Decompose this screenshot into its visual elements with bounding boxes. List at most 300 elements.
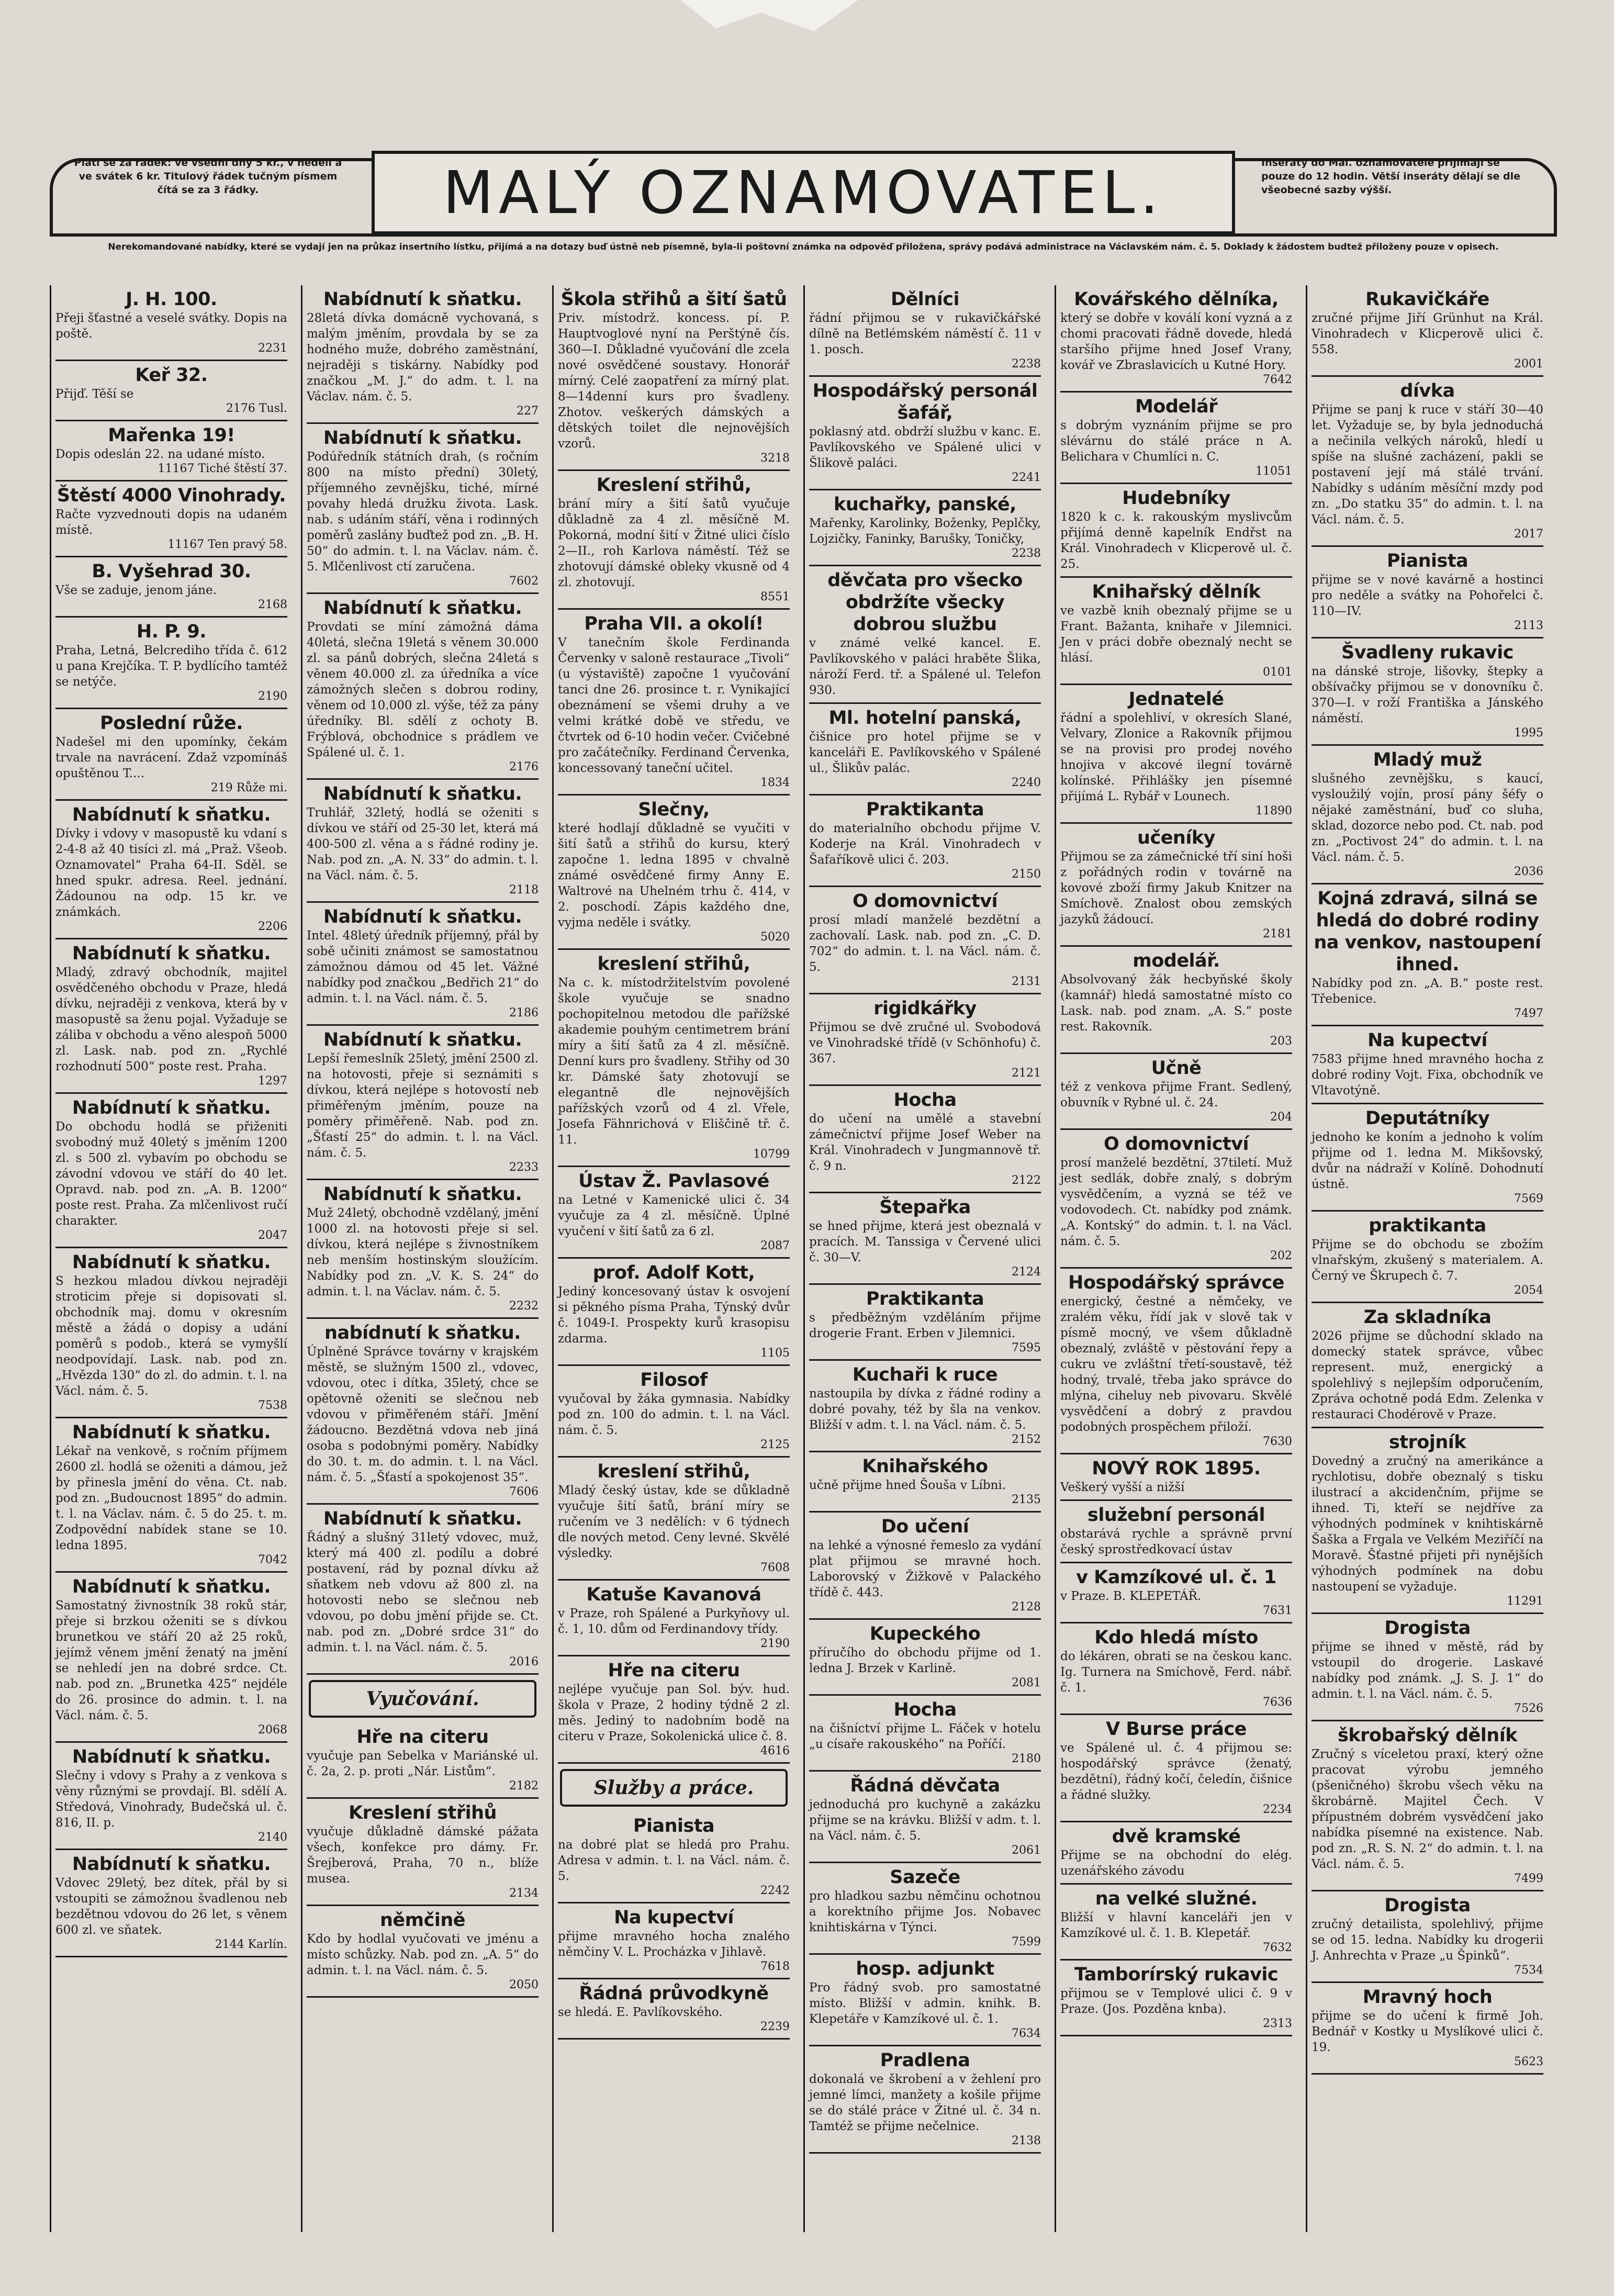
ad-text: do učení na umělé a stavební zámečnictví přijme Josef Weber na Král. Vinohradech v Jungmannově tř. č. 9 n. [809,1112,1041,1173]
ad-text: řádní a spolehliví, v okresích Slané, Velvary, Zlonice a Rakovník přijmou se na provisi pro prodej nového hnojiva v akcové ilegní továrně kolínské. Přihlášky jen písemné přijímá L. Rybář v Lounech. [1060,711,1292,803]
ad-headline: Hře na citeru [356,1727,489,1748]
ad-number: 5020 [760,931,790,944]
ad-headline: Kovářského dělníka, [1074,289,1279,310]
ad-headline: Dělníci [891,289,959,310]
ad-number: 7599 [1012,1935,1041,1948]
ad-number: 2122 [1012,1174,1041,1187]
classified-ad [1060,1715,1292,1822]
classified-ad [809,490,1041,566]
classified-ad [55,939,287,1094]
ad-headline: Hudebníky [1122,488,1230,509]
ad-number: 2140 [258,1831,287,1844]
ad-text: Přijmou se za zámečnické tří siní hoši z pořádných rodin v továrně na kovové zboží firmy Jakub Knitzer na Smíchově. Znalost obou zemských jazyků žádoucí. [1060,850,1292,926]
classified-ad [1060,484,1292,578]
ad-headline: Nabídnutí k sňatku. [323,1184,522,1205]
classified-ad [1312,884,1543,1026]
ad-headline: učeníky [1137,827,1215,848]
ad-headline: Knihařský dělník [1092,581,1261,602]
ad-text: které hodlají důkladně se vyučiti v šití šatů a střihů do kursu, který započne 1. ledna 1895 v chvalně známé osvědčené firmy Anny E. Waltrové na Uhelném trhu č. 414, v 2. poschodí. Zápis každého dne, vyjma neděle i svátky. [558,822,790,929]
ad-number: 227 [517,405,539,418]
ad-headline: Pianista [1386,551,1469,572]
newspaper-page [50,152,1557,2240]
ad-number: 2131 [1012,975,1041,988]
ad-headline: O domovnictví [1103,1134,1249,1155]
ad-headline: NOVÝ ROK 1895. [1092,1458,1261,1479]
classified-ad [1060,685,1292,824]
ad-headline: v Kamzíkové ul. č. 1 [1076,1567,1276,1588]
classified-ad [307,1026,539,1180]
ad-number: 2313 [1263,2017,1292,2030]
classified-ad [558,1812,790,1903]
ad-text: 1820 k c. k. rakouským myslivcům přijímá denně kapelník Endřst na Král. Vinohradech v Klicperově ul. č. 25. [1060,510,1292,571]
ad-text: v Praze. B. KLEPETÁŘ. [1060,1589,1202,1603]
ad-text: v Praze, roh Spálené a Purkyňovy ul. č. 1, 10. dům od Ferdinandovy třídy. [558,1607,790,1636]
ad-number: 7618 [760,1960,790,1973]
torn-paper-edge [680,0,858,31]
ad-headline: Kojná zdravá, silná se hledá do dobré rodiny na venkov, nastoupení ihned. [1314,888,1541,975]
classified-ad [1312,1026,1543,1104]
ad-text: Veškerý vyšší a nižší [1060,1481,1185,1494]
ad-headline: Nabídnutí k sňatku. [72,1746,271,1767]
ad-headline: Drogista [1384,1618,1471,1639]
ad-text: na čišníctví přijme L. Fáček v hotelu „u císaře rakouského“ na Poříčí. [809,1722,1041,1751]
ad-number: 2138 [1012,2134,1041,2147]
ad-text: Nabídky pod zn. „A. B.“ poste rest. Třebenice. [1312,977,1543,1006]
ad-number: 7526 [1514,1702,1543,1715]
ad-number: 7534 [1514,1964,1543,1977]
ad-headline: J. H. 100. [126,289,217,310]
ad-text: Přijme se panj k ruce v stáří 30—40 let. Vyžaduje se, by byla jednoduchá a nečinila velkých nároků, hledí u spíše na slušné zacházení, pakli se postavení její má stálé trvání. Nabídky s udáním měsíční mzdy pod zn. „Do statku 35“ do admin. t. l. na Václ. nám. č. 5. [1312,403,1543,527]
column-5 [1055,285,1296,2232]
ad-headline: Do učení [881,1516,969,1537]
ad-number: 2190 [760,1637,790,1650]
ad-text: Podúředník státních drah, (s ročním 800 na místo přední) 30letý, příjemného zevnějšku, tiché, mírné povahy hledá družku života. Lask. nab. s udáním stáří, věna i rodinných poměrů zaslány buďtež pod zn. „B. H. 50“ do admin. t. l. na Václav. nám. č. 5. Mlčenlivost ctí zaručena. [307,450,539,574]
ad-number: 8551 [760,590,790,603]
ad-headline: Rukavičkáře [1365,289,1489,310]
ad-text: obstarává rychle a správně první český sprostředkovací ústav [1060,1527,1292,1556]
ad-text: na dobré plat se hledá pro Prahu. Adresa v admin. t. l. na Václ. nám. č. 5. [558,1838,790,1883]
ad-text: Praha, Letná, Belcrediho třída č. 612 u pana Krejčíka. T. P. bydlícího tamtéž se netýče. [55,644,287,689]
ad-text: slušného zevnějšku, s kaucí, vysloužilý vojín, prosí pány šéfy o nějaké zaměstnání, buď co sluha, sklad, dozorce nebo pod. Ct. nab. pod zn. „Poctivost 24“ do admin. t. l. na Václ. nám. č. 5. [1312,772,1543,864]
ad-headline: Praktikanta [866,799,984,820]
ad-text: 7583 přijme hned mravného hocha z dobré rodiny Vojt. Fixa, obchodník ve Vltavotýně. [1312,1052,1543,1097]
ad-headline: Hocha [893,1699,957,1720]
ad-number: 2016 [509,1655,539,1668]
classified-ad [1060,1822,1292,1885]
ad-headline: Nabídnutí k sňatku. [323,598,522,619]
ad-text: nastoupila by dívka z řádné rodiny a dobré povahy, též by šla na venkov. Bližší v adm. t. l. na Václ. nám. č. 5. [809,1387,1041,1432]
ad-text: Úplněné Správce továrny v krajském městě, se služným 1500 zl., vdovec, vdovou, otec i dítka, 35letý, chce se opětovně oženiti se slečnou neb vdovou v přiměřeném stáří. Jmění žádoucno. Bezdětná vdova neb jiná osoba s podobnými poměry. Nabídky do 30. t. m. do admin. t. l. na Václ. nám. č. 5. „Šťastí a spokojenost 35“. [307,1345,539,1484]
ad-number: 2061 [1012,1844,1041,1857]
ad-number: 2135 [1012,1493,1041,1506]
ad-headline: děvčata pro všecko obdržíte všecky dobrou službu [827,570,1023,635]
ad-number: 7634 [1012,2027,1041,2040]
ad-number: 7569 [1514,1192,1543,1205]
ad-text: Pro řádný svob. pro samostatné místo. Bližší v admin. knihk. B. Klepetáře v Kamzíkové ul. č. 1. [809,1981,1041,2026]
ad-text: přijme se v nové kavárně a hostinci pro neděle a svátky na Pohořelci č. 110—IV. [1312,573,1543,618]
classified-ad [558,1656,790,1764]
ad-text: který se dobře v koválí koní vyzná a z chomi pracovati řádně dovede, hledá staršího přijme hned Josef Vrany, kovář ve Zbraslavicích u Kutné Hory. [1060,311,1292,372]
classified-ad [558,1581,790,1656]
ad-headline: Švadleny rukavic [1341,642,1514,663]
ad-text: Kdo by hodlal vyučovati ve jménu a místo schůzky. Nab. pod zn. „A. 5“ do admin. t. l. na Václ. nám. č. 5. [307,1932,539,1977]
ad-text: příručího do obchodu přijme od 1. ledna J. Brzek v Karlině. [809,1646,1041,1675]
classified-ad [55,1094,287,1248]
ad-number: 2125 [760,1438,790,1451]
ad-number: 2182 [509,1779,539,1793]
classified-ad [55,709,287,801]
ad-text: Dovedný a zručný na amerikánce a rychlotisu, dobře obeznalý s tisku ilustrací a akcidenčním, přijme se ihned. Ti, kteří se nejdříve za výhodných podmínek v knihtiskárně Šaška a Frgala ve Velkém Meziříčí na Moravě. Šťastné přijeti při nynějších výhodných podmínek na dobu nastoupení se vyžaduje. [1312,1454,1543,1594]
classified-ad [55,285,287,361]
ad-number: 2050 [509,1978,539,1991]
ad-number: 2152 [1012,1433,1041,1446]
ad-headline: Praha VII. a okolí! [584,613,764,634]
ad-text: na dánské stroje, lišovky, štepky a obšívačky přijmou se v donovníku č. 370—I. v roží Františka a Jánského náměstí. [1312,665,1543,725]
ad-headline: Pradlena [880,2050,970,2071]
classified-ad [558,1167,790,1259]
classified-ad [307,1505,539,1675]
classified-ad [307,780,539,903]
ad-number: 7497 [1514,1007,1543,1020]
classified-ad [1060,393,1292,484]
ad-headline: Nabídnutí k sňatku. [323,428,522,449]
ad-headline: Nabídnutí k sňatku. [72,1097,271,1118]
ad-headline: V Burse práce [1106,1719,1247,1740]
ad-headline: Na kupectví [1368,1030,1487,1051]
ad-text: Přeji šťastné a veselé svátky. Dopis na poště. [55,311,287,341]
ad-number: 219 Růže mi. [210,781,287,794]
page-title: MALÝ OZNAMOVATEL. [372,151,1235,234]
ad-text: Přijme se do obchodu se zbožím vlnařským, zkušený s materialem. A. Černý ve Škrupech č. 7. [1312,1238,1543,1283]
ad-text: Přijď. Těší se [55,387,134,401]
classified-ad [1060,1623,1292,1715]
ad-number: 11167 Tiché štěstí 37. [158,462,287,475]
ad-headline: Nabídnutí k sňatku. [323,1508,522,1529]
ad-text: vyučuje pan Sebelka v Mariánské ul. č. 2a, 2. p. proti „Nár. Listům“. [307,1749,539,1778]
classified-ad [1060,1130,1292,1269]
ad-number: 2233 [509,1161,539,1174]
classified-ad [307,594,539,780]
ad-headline: Tamborírský rukavic [1074,1964,1279,1985]
classified-ad [1060,947,1292,1054]
classified-ad [1312,639,1543,746]
ad-headline: Knihařského [862,1456,988,1477]
classified-ad [55,1850,287,1957]
ad-number: 2186 [509,1006,539,1020]
classified-ad [1060,1454,1292,1501]
ad-text: brání míry a šití šatů vyučuje důkladně za 4 zl. měsíčně M. Pokorná, modní šití v Žitné ulici číslo 2—II., roh Karlova náměstí. Též se zhotovují dámské obleky vkusně od 4 zl. zhotovují. [558,497,790,589]
ad-number: 2181 [1263,927,1292,940]
classified-ad [307,903,539,1026]
ad-headline: Mařenka 19! [108,425,235,446]
classified-ad [1312,1212,1543,1303]
ad-number: 2118 [509,883,539,897]
classified-ad [1060,1961,1292,2036]
classified-ad [558,796,790,950]
ad-text: učně přijme hned Šouša v Líbni. [809,1479,1006,1492]
ad-number: 203 [1270,1035,1292,1048]
ad-headline: němčině [379,1910,466,1931]
ad-headline: Hospodářský personál šafář, [812,380,1038,423]
ad-text: S hezkou mladou dívkou nejraději stroticim přeje si dopisovati sl. obchodník maj. domu v okresním městě a žádá o dopisy a udání poměrů s podob., která se vymyšlí neodpovídají. Lask. nab. pod zn. „Hvězda 130“ do zl. do admin. t. l. na Václ. nám. č. 5. [55,1274,287,1398]
ad-number: 2150 [1012,868,1041,881]
classified-ad [558,1979,790,2040]
ad-number: 7538 [258,1399,287,1412]
ad-text: řádní přijmou se v rukavičkářské dílně na Betlémském náměstí č. 11 v 1. posch. [809,311,1041,356]
classified-ad [1060,824,1292,947]
masthead-note: Nerekomandované nabídky, které se vydají jen na průkaz insertního lístku, přijímá a na dotazy buď ústně neb písemně, byla-li poštovní známka na odpověď přiložena, správy podává administrace na Václavském nám. č. 5. Doklady k žádostem budtež přiloženy pouze v opisech. [108,242,1499,252]
ad-text: energický, čestné a němčeky, ve zralém věku, řídí jak v slově tak v písmě mocný, ve všem důkladně obeznalý, zvláště v pěstování řepy a cukru ve zvláštní třetí-soustavě, též hodný, trvalé, třeba jako správce do mlýna, ciheluy neb pivovaru. Skvělé vysvědčení a dobrý z pravdou podobných prospěchem přiloží. [1060,1295,1292,1434]
ad-number: 2121 [1012,1067,1041,1080]
ad-headline: Deputátníky [1365,1108,1490,1129]
ad-headline: Slečny, [638,799,710,820]
ad-number: 2036 [1514,865,1543,878]
ad-headline: nabídnutí k sňatku. [324,1323,521,1343]
ad-number: 2180 [1012,1752,1041,1765]
ad-number: 2017 [1514,528,1543,541]
ad-headline: Na kupectví [614,1907,734,1928]
classified-ad [55,801,287,939]
ad-headline: Nabídnutí k sňatku. [72,1252,271,1273]
ad-headline: Štepařka [879,1197,971,1218]
ad-headline: Modelář [1135,396,1218,417]
ad-number: 7042 [258,1553,287,1566]
ad-text: Mladý český ústav, kde se důkladně vyučuje šití šatů, brání míry se ručením ve 3 nedělích: v 6 týdnech dle nových metod. Ceny levné. Skvělé výsledky. [558,1484,790,1560]
ad-text: Do obchodu hodlá se přiženiti svobodný muž 40letý s jměním 1200 zl. s 500 zl. vybavím po obchodu se závodní vdovou ve stáří do 40 let. Opravd. nab. pod zn. „A. B. 1200“ poste rest. Praha. Za mlčenlivost ručí charakter. [55,1120,287,1228]
ad-text: vyučoval by žáka gymnasia. Nabídky pod zn. 100 do admin. t. l. na Václ. nám. č. 5. [558,1392,790,1437]
classified-ad [55,1573,287,1743]
ad-headline: Ml. hotelní panská, [828,708,1022,729]
ad-text: Mladý, zdravý obchodník, majitel osvědčeného obchodu v Praze, hledá dívku, nejraději z venkova, která by v masopustě sa ženu pojal. Vyžaduje se záliba v obchodu a věno alespoň 5000 zl. Lask. nab. pod zn. „Rychlé rozhodnutí 500“ poste rest. Praha. [55,966,287,1073]
ad-headline: Škola střihů a šití šatů [561,289,787,310]
ad-headline: Poslední růže. [100,713,243,734]
section-heading: Vyučování. [309,1680,536,1718]
ad-number: 2241 [1012,471,1041,484]
ad-text: Řádný a slušný 31letý vdovec, muž, který má 400 zl. podílu a dobré postavení, rád by poznal dívku až sňatkem neb vdovu až 800 zl. na hotovosti nebo se slečnou neb vdovou, po dobu jmění přijde se. Ct. nab. pod zn. „Dobré srdce 31“ do admin. t. l. na Václ. nám. č. 5. [307,1531,539,1654]
classified-ad [1060,1563,1292,1623]
ad-headline: Kupeckého [869,1623,981,1644]
ad-headline: Za skladníka [1363,1307,1492,1328]
ad-headline: Nabídnutí k sňatku. [72,1422,271,1443]
ad-headline: Nabídnutí k sňatku. [323,906,522,927]
ad-headline: Jednatelé [1128,689,1224,710]
classified-ad [1060,1054,1292,1130]
ad-text: Dopis odeslán 22. na udané místo. [55,447,265,461]
ad-number: 11167 Ten pravý 58. [167,538,287,551]
ad-headline: Katuše Kavanová [586,1584,761,1605]
classified-ad [809,1955,1041,2046]
ad-number: 202 [1270,1249,1292,1262]
classified-ad [307,1799,539,1906]
ad-headline: Kreslení střihů, [596,475,752,496]
ad-headline: praktikanta [1369,1215,1486,1236]
column-4 [803,285,1045,2232]
ad-number: 7602 [509,575,539,588]
ad-headline: Mladý muž [1373,749,1482,770]
ad-text: též z venkova přijme Frant. Sedlený, obuvník v Rybné ul. č. 24. [1060,1080,1292,1110]
section-heading: Služby a práce. [560,1769,788,1807]
ad-number: 7499 [1514,1872,1543,1885]
ad-headline: Drogista [1384,1895,1471,1916]
ad-headline: Filosof [640,1370,708,1391]
ad-text: Slečny i vdovy s Prahy a z venkova s věny různými se provdají. Bl. sdělí A. Středová, Vinohrady, Budečská ul. č. 816, II. p. [55,1769,287,1830]
ad-number: 2134 [509,1887,539,1900]
ad-text: Vdovec 29letý, bez dítek, přál by si vstoupiti se zámožnou švadlenou neb bezdětnou vdovou do 26 let, s věnem 600 zl. ve sňatek. [55,1876,287,1937]
classified-ad [1060,578,1292,685]
ad-headline: kreslení střihů, [597,1461,750,1482]
ad-number: 1995 [1514,726,1543,740]
ad-number: 11291 [1507,1595,1543,1608]
ad-headline: Keř 32. [135,365,208,386]
ad-headline: rigidkářky [873,998,977,1019]
ad-headline: Štěstí 4000 Vinohrady. [57,485,286,506]
classified-ad [809,1086,1041,1193]
ad-text: Samostatný živnostník 38 roků stár, přeje si brzkou oženiti se s dívkou brunetkou ve stáří 20 až 25 roků, jejímž věnem jmění ženatý na jmění se nehledí jen na dobré srdce. Ct. nab. pod zn. „Brunetka 425“ nejdéle do 26. prosince do admin. t. l. na Václ. nám. č. 5. [55,1599,287,1722]
classified-ad [307,424,539,594]
ad-number: 2234 [1263,1803,1292,1816]
ad-number: 11051 [1256,465,1292,478]
ad-text: ve vazbě knih obeznalý přijme se u Frant. Bažanta, knihaře v Jilemnici. Jen v práci dobře obeznalý necht se hlásí. [1060,604,1292,665]
ad-text: s předběžným vzděláním přijme drogerie Frant. Erben v Jilemnici. [809,1311,1041,1340]
classified-ad [1060,1501,1292,1563]
ad-text: Bližší v hlavní kanceláři jen v Kamzíkové ul. č. 1. B. Klepetář. [1060,1911,1292,1940]
classified-ad [809,1361,1041,1452]
ad-text: Priv. místodrž. koncess. pí. P. Hauptvoglové nyní na Perštýně čís. 360—I. Důkladné vyučování dle zcela nové osvědčené soustavy. Honorář mírný. Celé zaopatření za mírný plat. 8—14denní kurs pro švadleny. Zhotov. veškerých dámských a dětských toilet dle nejnovějších vzorů. [558,311,790,451]
classified-ad [809,1285,1041,1361]
ad-headline: Nabídnutí k sňatku. [72,943,271,964]
ad-headline: Ústav Ž. Pavlasové [578,1171,769,1192]
column-2 [301,285,543,2232]
ad-text: dokonalá ve škrobení a v žehlení pro jemné límci, manžety a košile přijme se do stálé práce v Žitné ul. č. 34 n. Tamtéž se přijme nečelnice. [809,2073,1041,2133]
ad-number: 2176 [509,760,539,774]
ad-headline: Nabídnutí k sňatku. [323,783,522,804]
ad-number: 7632 [1263,1941,1292,1954]
ad-headline: dvě kramské [1112,1826,1241,1847]
classified-ad [809,1620,1041,1696]
ad-number: 2113 [1514,619,1543,632]
ad-text: V tanečním škole Ferdinanda Červenky v saloně restaurace „Tivoli“ (u výstaviště) započne 1 vyučování tanci dne 26. prosince t. r. Vynikající obeznámení se všemi druhy a ve velmi krátké době ve středu, ve čtvrtek od 6-10 hodin večer. Cvičebné pro začátečníky. Ferdinand Červenka, koncessovaný taneční učitel. [558,636,790,775]
ad-headline: kreslení střihů, [597,954,750,975]
classified-ad [55,421,287,481]
ad-number: 1105 [760,1347,790,1360]
ad-number: 2047 [258,1229,287,1242]
ad-number: 2001 [1514,357,1543,371]
classified-ad [307,1319,539,1505]
ad-text: přijme mravného hocha znalého němčiny V. L. Procházka v Jihlavě. [558,1930,790,1959]
ad-text: Muž 24letý, obchodně vzdělaný, jmění 1000 zl. na hotovosti přeje si sel. dívkou, která nejlépe s živnostníkem neb menším hostinským sloužícím. Nabídky pod zn. „V. K. S. 24“ do admin. t. l. na Václav. nám. č. 5. [307,1206,539,1298]
ad-number: 2087 [760,1239,790,1252]
classified-ad [809,1193,1041,1285]
ad-headline: modelář. [1133,950,1220,971]
ad-headline: Kreslení střihů [349,1802,497,1823]
classified-ad [809,1772,1041,1863]
ad-number: 0101 [1263,666,1292,679]
ad-text: přijmou se v Templové ulici č. 9 v Praze. (Jos. Pozděna knba). [1060,1987,1292,2016]
ad-text: Lepší řemeslník 25letý, jmění 2500 zl. na hotovosti, přeje si seznámiti s dívkou, která nejlépe s hotovostí neb přiměřeným jměním, pouze na poměry přiměřeně. Nab. pod zn. „Šťastí 25“ do admin. t. l. na Václ. nám. č. 5. [307,1052,539,1160]
ad-text: přijme se do učení k firmě Joh. Bednář v Kostky u Myslíkové ulici č. 19. [1312,2009,1543,2054]
classified-ad [809,704,1041,796]
ad-headline: Praktikanta [866,1289,984,1309]
classified-ad [558,1903,790,1979]
ad-headline: dívka [1400,380,1455,401]
classified-ad [809,887,1041,994]
ad-headline: Pianista [633,1816,715,1836]
ad-number: 2238 [1012,547,1041,560]
ad-text: Na c. k. místodržitelstvím povolené škole vyučuje se snadno pochopitelnou metodou dle pařížské akademie pouhým centimetrem brání míry a šití šatů za 4 zl. měsíčně. Denní kurs pro švadleny. Střihy od 30 kr. Dámské šaty zhotovují se elegantně dle nejnovějších pařížských vzorů od 4 zl. Vřele, Josefa Fähnrichová v Eliščině tř. č. 11. [558,976,790,1147]
ad-number: 2238 [1012,357,1041,371]
ad-headline: Řádná průvodkyně [579,1983,769,2004]
ad-text: zručné přijme Jiří Grünhut na Král. Vinohradech v Klicperově ulici č. 558. [1312,311,1543,356]
ad-number: 11890 [1256,804,1292,817]
ad-text: Zručný s víceletou praxí, který ožne pracovat výrobu jemného (pšeničného) škrobu všech věku na škrobárně. Majitel Čech. V přípustném dobrém vysvědčení jako nabídka písemné na existence. Nab. pod zn. „R. S. N. 2“ do admin. t. l. na Václ. nám. č. 5. [1312,1748,1543,1871]
ad-text: do materialního obchodu přijme V. Koderje na Král. Vinohradech v Šafaříkově ulici č. 203. [809,822,1041,867]
ad-number: 1297 [258,1074,287,1088]
ad-text: jednoho ke koním a jednoho k volím přijme od 1. ledna M. Mikšovský, dvůr na nádraží v Kolíně. Dohodnutí ústně. [1312,1130,1543,1191]
classified-ad [809,1696,1041,1772]
ad-number: 2068 [258,1723,287,1737]
ad-headline: škrobařský dělník [1338,1725,1517,1746]
ad-number: 2231 [258,342,287,355]
classified-ad [809,377,1041,490]
classified-ad [55,1743,287,1850]
ad-text: jednoduchá pro kuchyně a zakázku přijme se na krávku. Bližší v adm. t. l. na Václ. nám. č. 5. [809,1798,1041,1843]
classified-ad [1312,1721,1543,1891]
classified-ad [55,1248,287,1418]
ad-headline: strojník [1388,1432,1466,1453]
ad-text: poklasný atd. obdrží službu v kanc. E. Pavlíkovského ve Spálené ulici v Šlikově paláci. [809,425,1041,470]
ad-number: 5623 [1514,2055,1543,2068]
ad-number: 2240 [1012,776,1041,789]
ad-headline: Hospodářský správce [1068,1272,1284,1293]
ad-number: 7642 [1263,373,1292,386]
classified-ad [558,471,790,610]
ad-number: 2168 [258,598,287,611]
classified-ad [307,285,539,424]
ad-headline: Nabídnutí k sňatku. [72,804,271,825]
ad-number: 204 [1270,1111,1292,1124]
classified-ad [307,1180,539,1319]
ad-number: 2176 Tusl. [226,402,287,415]
classified-ad [558,610,790,796]
ad-text: Přijme se na obchodní do elég. uzenářského závodu [1060,1849,1292,1878]
classified-ad [809,2046,1041,2154]
column-1 [50,285,292,2232]
classified-ad [809,566,1041,704]
classified-ad [558,1458,790,1581]
ad-headline: Sazeče [890,1867,960,1888]
ad-number: 1834 [760,776,790,789]
column-6 [1306,285,1548,2232]
ad-text: Provdati se míní zámožná dáma 40letá, slečna 19letá s věnem 30.000 zl. sa pánů dobrých, slečna 24letá s věnem 40.000 zl. za úředníka a více zámožných slečen s dobrou rodiny, věnem od 10.000 zl. výše, též za pány úředníky. Bl. sdělí z ochoty B. Frýblová, obchodnice s prádlem ve Spálené ul. č. 1. [307,620,539,759]
classified-ad [1312,377,1543,547]
ad-headline: Hře na citeru [608,1660,740,1681]
classified-ad [1312,1303,1543,1428]
ad-number: 2232 [509,1300,539,1313]
ad-headline: Hocha [893,1090,957,1111]
ad-headline: O domovnictví [852,891,998,912]
ad-text: prosí manželé bezdětní, 37tiletí. Muž jest sedlák, dobře znalý, s dobrým vysvědčením, a vyzná se též ve vodovodech. Ct. nabídky pod známk. „A. Kontský“ do admin. t. l. na Václ. nám. č. 5. [1060,1156,1292,1248]
ad-headline: Učně [1151,1058,1202,1079]
classified-ad [558,1366,790,1458]
ad-number: 10799 [753,1148,790,1161]
ad-headline: Řádná děvčata [850,1775,1000,1796]
ad-number: 2081 [1012,1676,1041,1689]
ad-text: přijme se ihned v městě, rád by vstoupil do drogerie. Laskavé nabídky pod známk. „J. S. J. 1“ do admin. t. l. na Václ. nám. č. 5. [1312,1640,1543,1701]
ad-text: Račte vyzvednouti dopis na udaném místě. [55,508,287,537]
masthead-left-box: Platí se za řádek: ve všední dny 5 kr., v neděli a ve svátek 6 kr. Titulový řádek tučným písmem čítá se za 3 řádky. [74,157,342,196]
ad-headline: kuchařky, panské, [834,494,1016,515]
ad-number: 7608 [760,1561,790,1574]
